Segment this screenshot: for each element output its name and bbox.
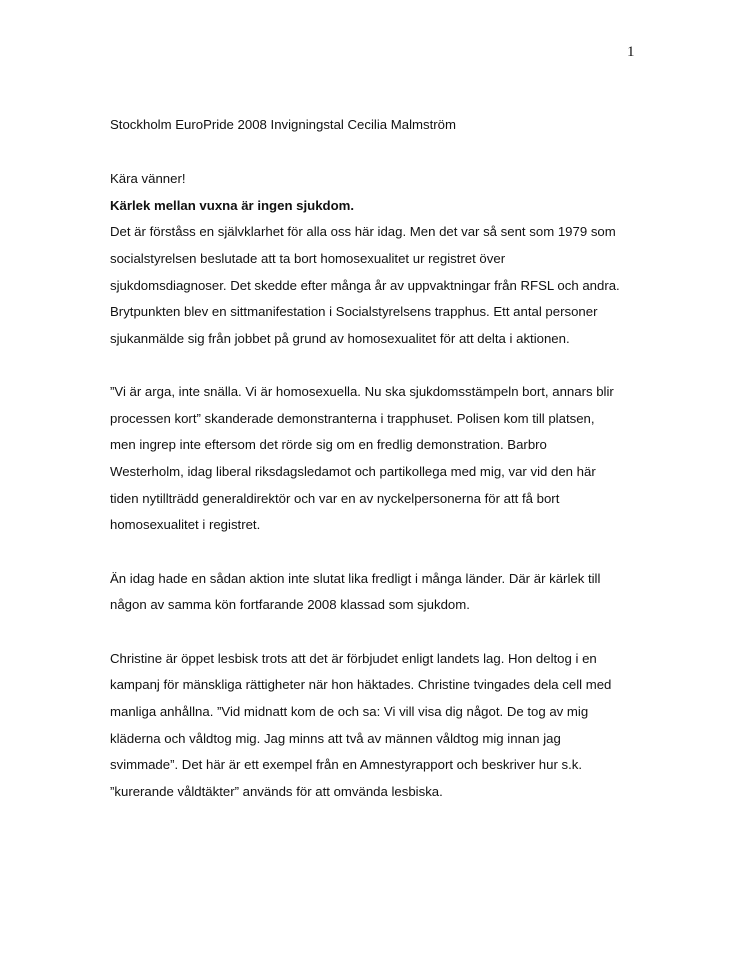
paragraph-4-line-5: svimmade”. Det här är ett exempel från en Amnestyrapport och beskriver hur s.k.	[110, 757, 583, 772]
paragraph-2-line-6: homosexualitet i registret.	[110, 517, 261, 532]
paragraph-4-line-3: manliga anhållna. ”Vid midnatt kom de och sa: Vi vill visa dig något. De tog av mig	[110, 704, 589, 719]
greeting: Kära vänner!	[110, 171, 186, 186]
paragraph-4-line-2: kampanj för mänskliga rättigheter när hon häktades. Christine tvingades dela cell med	[110, 677, 612, 692]
paragraph-4-line-6: ”kurerande våldtäkter” används för att omvända lesbiska.	[110, 784, 443, 799]
paragraph-1-line-5: sjukanmälde sig från jobbet på grund av homosexualitet för att delta i aktionen.	[110, 331, 570, 346]
paragraph-2-line-5: tiden nytillträdd generaldirektör och var en av nyckelpersonerna för att få bort	[110, 491, 560, 506]
section-heading: Kärlek mellan vuxna är ingen sjukdom.	[110, 198, 355, 213]
paragraph-2-line-4: Westerholm, idag liberal riksdagsledamot och partikollega med mig, var vid den här	[110, 464, 596, 479]
paragraph-2-line-1: ”Vi är arga, inte snälla. Vi är homosexuella. Nu ska sjukdomsstämpeln bort, annars blir	[110, 384, 614, 399]
page-number: 1	[627, 44, 635, 60]
paragraph-1-line-3: sjukdomsdiagnoser. Det skedde efter många år av uppvaktningar från RFSL och andra.	[110, 278, 620, 293]
paragraph-4-line-1: Christine är öppet lesbisk trots att det är förbjudet enligt landets lag. Hon deltog i en	[110, 651, 597, 666]
paragraph-2-line-2: processen kort” skanderade demonstranterna i trapphuset. Polisen kom till platsen,	[110, 411, 595, 426]
paragraph-3-line-1: Än idag hade en sådan aktion inte slutat lika fredligt i många länder. Där är kärlek till	[110, 571, 601, 586]
paragraph-3-line-2: någon av samma kön fortfarande 2008 klassad som sjukdom.	[110, 597, 470, 612]
document-title: Stockholm EuroPride 2008 Invigningstal Cecilia Malmström	[110, 117, 456, 132]
paragraph-4-line-4: kläderna och våldtog mig. Jag minns att två av männen våldtog mig innan jag	[110, 731, 561, 746]
paragraph-1-line-4: Brytpunkten blev en sittmanifestation i Socialstyrelsens trapphus. Ett antal personer	[110, 304, 598, 319]
paragraph-1-line-1: Det är förståss en självklarhet för alla oss här idag. Men det var så sent som 1979 som	[110, 224, 616, 239]
paragraph-2-line-3: men ingrep inte eftersom det rörde sig om en fredlig demonstration. Barbro	[110, 437, 547, 452]
paragraph-1-line-2: socialstyrelsen beslutade att ta bort homosexualitet ur registret över	[110, 251, 506, 266]
